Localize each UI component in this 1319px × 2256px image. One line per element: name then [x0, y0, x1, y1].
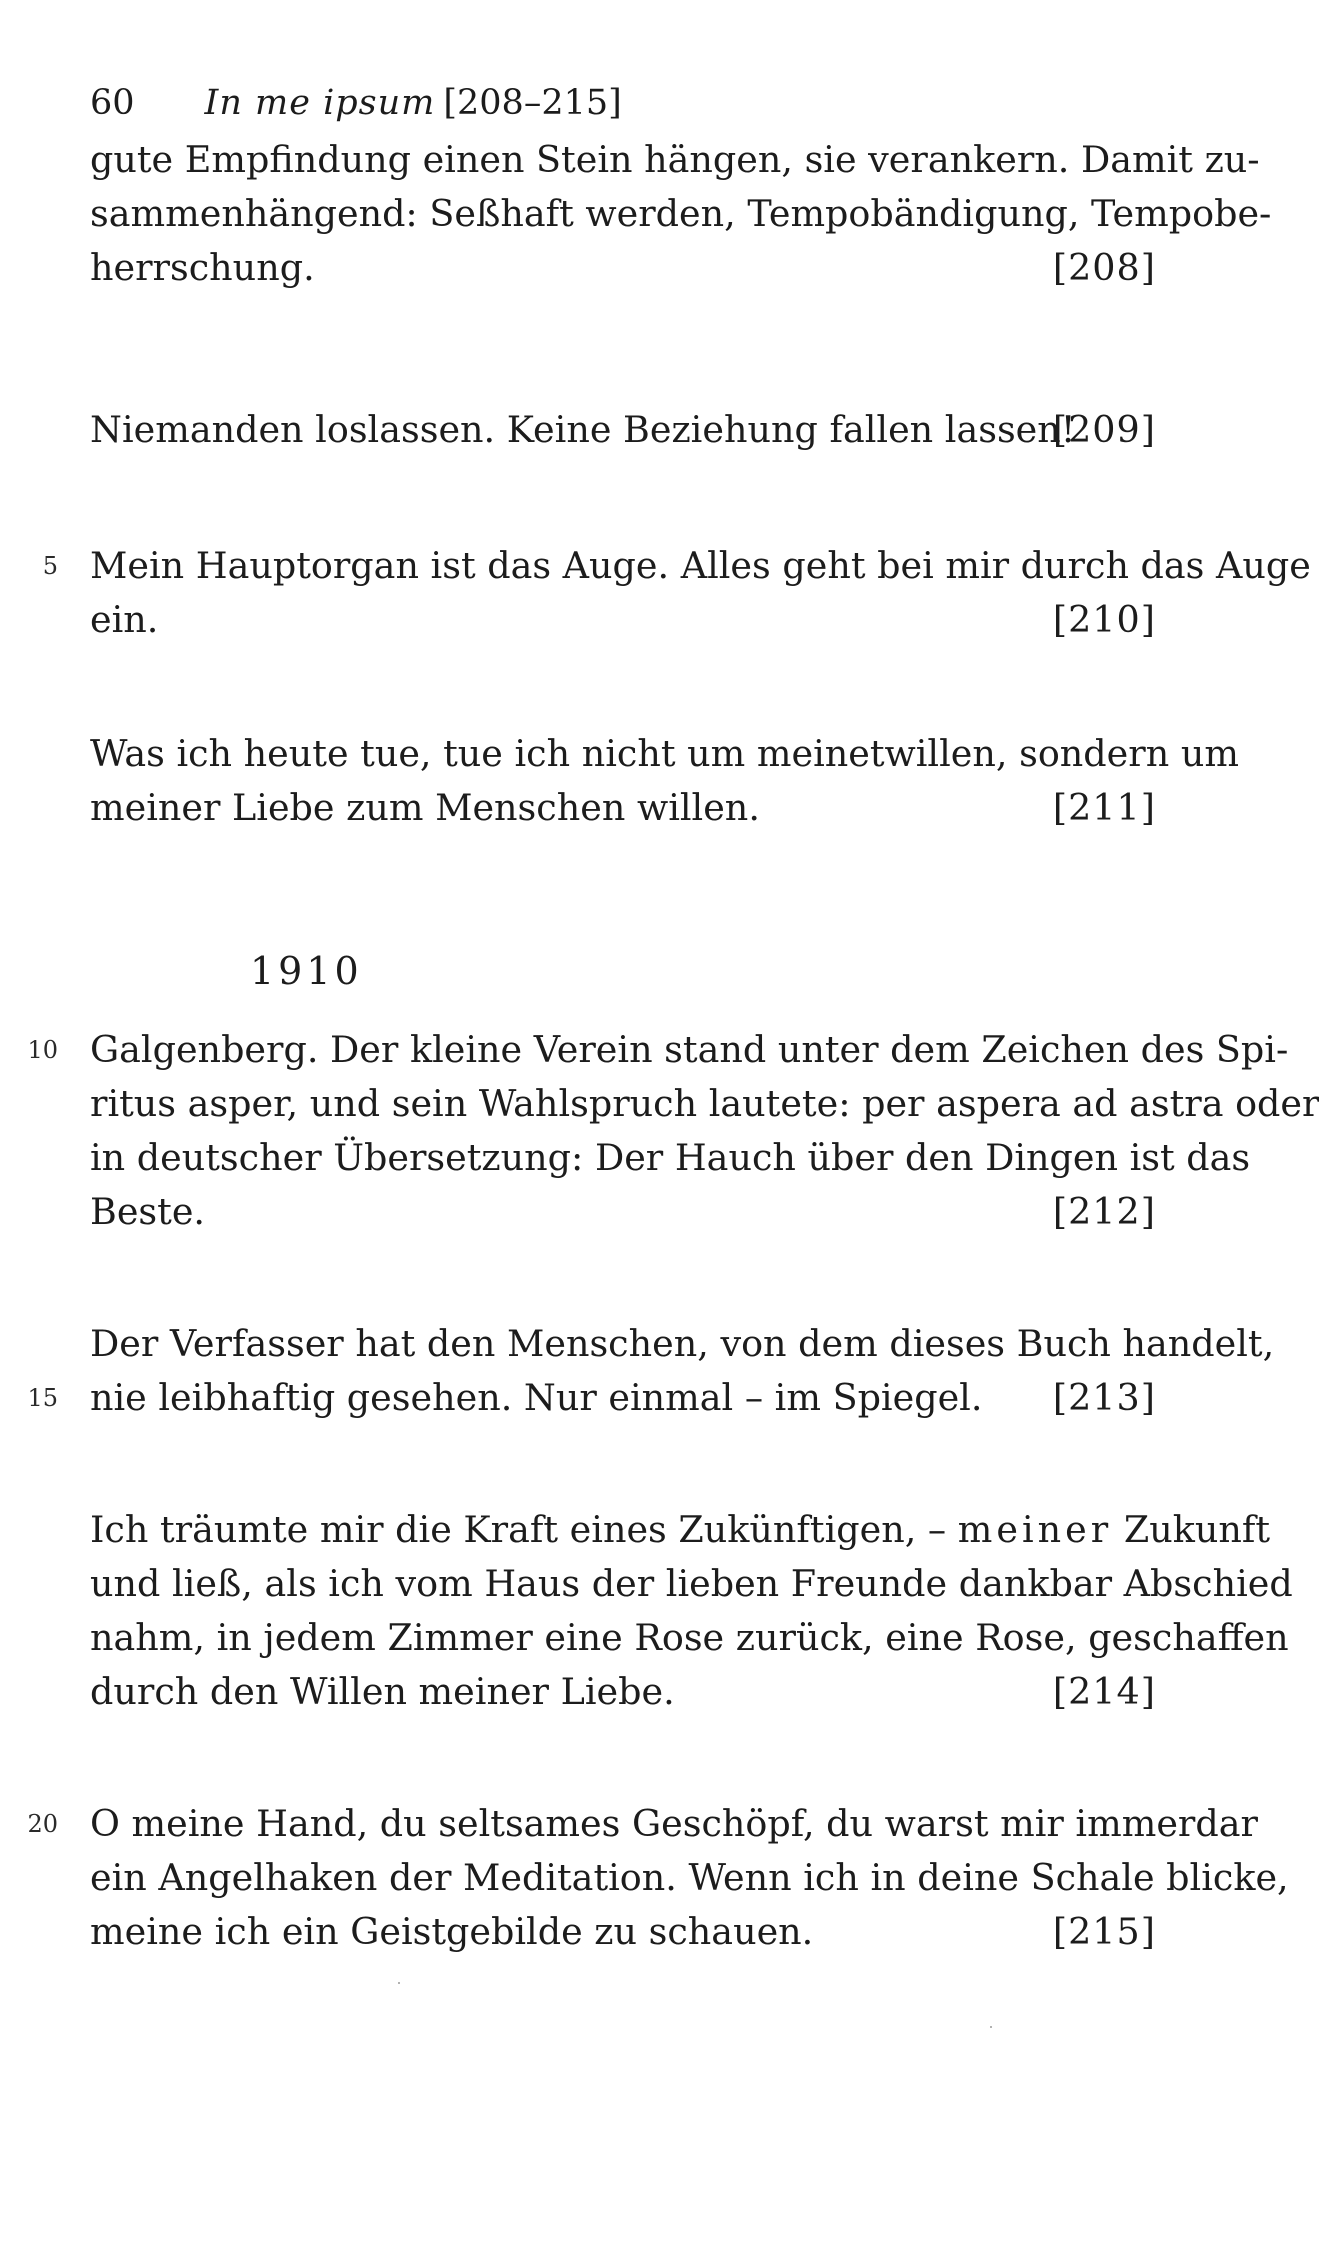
text-line: meiner Liebe zum Menschen willen. [90, 786, 760, 829]
year-heading: 1910 [250, 949, 363, 993]
text-line: nahm, in jedem Zimmer eine Rose zurück, eine Rose, geschaffen [90, 1616, 1289, 1659]
entry-reference: [213] [1052, 1376, 1156, 1419]
text-line [90, 1503, 1271, 1557]
text-run: Zukunft [1112, 1508, 1271, 1551]
text-line: Der Verfasser hat den Menschen, von dem dieses Buch handelt, [90, 1322, 1275, 1365]
text-line: nie leibhaftig gesehen. Nur einmal – im Spiegel. [90, 1376, 983, 1419]
running-title: In me ipsum [204, 83, 436, 123]
text-line: Beste. [90, 1190, 206, 1233]
entry-reference: [214] [1052, 1670, 1156, 1713]
text-line: O meine Hand, du seltsames Geschöpf, du warst mir immerdar [90, 1802, 1258, 1845]
text-line: gute Empfindung einen Stein hängen, sie verankern. Damit zu- [90, 138, 1260, 181]
entry-reference: [212] [1052, 1190, 1156, 1233]
entry-reference: [208] [1052, 246, 1156, 289]
text-line: und ließ, als ich vom Haus der lieben Freunde dankbar Abschied [90, 1562, 1293, 1605]
text-line: durch den Willen meiner Liebe. [90, 1670, 675, 1713]
text-line: ritus asper, und sein Wahlspruch lautete: per aspera ad astra oder [90, 1082, 1319, 1125]
paper-speck [990, 2026, 992, 2028]
entry-reference: [209] [1052, 408, 1156, 451]
page-number: 60 [90, 83, 135, 123]
running-range: [208–215] [443, 83, 622, 123]
text-line: Mein Hauptorgan ist das Auge. Alles geht bei mir durch das Auge [90, 544, 1311, 587]
text-run: Ich träumte mir die Kraft eines Zukünftigen, – [90, 1508, 958, 1551]
text-line: Galgenberg. Der kleine Verein stand unter dem Zeichen des Spi- [90, 1028, 1289, 1071]
emphasized-word: meiner [957, 1508, 1113, 1551]
text-line: sammenhängend: Seßhaft werden, Tempobändigung, Tempobe- [90, 192, 1272, 235]
text-line: meine ich ein Geistgebilde zu schauen. [90, 1910, 814, 1953]
text-line: Was ich heute tue, tue ich nicht um meinetwillen, sondern um [90, 732, 1239, 775]
text-line: ein. [90, 598, 159, 641]
line-number-margin: 10 [27, 1036, 58, 1064]
text-line: in deutscher Übersetzung: Der Hauch über den Dingen ist das [90, 1136, 1251, 1179]
text-line: Niemanden loslassen. Keine Beziehung fallen lassen! [90, 408, 1076, 451]
entry-reference: [215] [1052, 1910, 1156, 1953]
line-number-margin: 20 [27, 1810, 58, 1838]
line-number-margin: 15 [27, 1384, 58, 1412]
entry-reference: [211] [1052, 786, 1156, 829]
text-line: ein Angelhaken der Meditation. Wenn ich in deine Schale blicke, [90, 1856, 1289, 1899]
text-line: herrschung. [90, 246, 315, 289]
line-number-margin: 5 [42, 552, 58, 580]
running-head [90, 78, 622, 128]
paper-speck [398, 1982, 400, 1984]
entry-reference: [210] [1052, 598, 1156, 641]
